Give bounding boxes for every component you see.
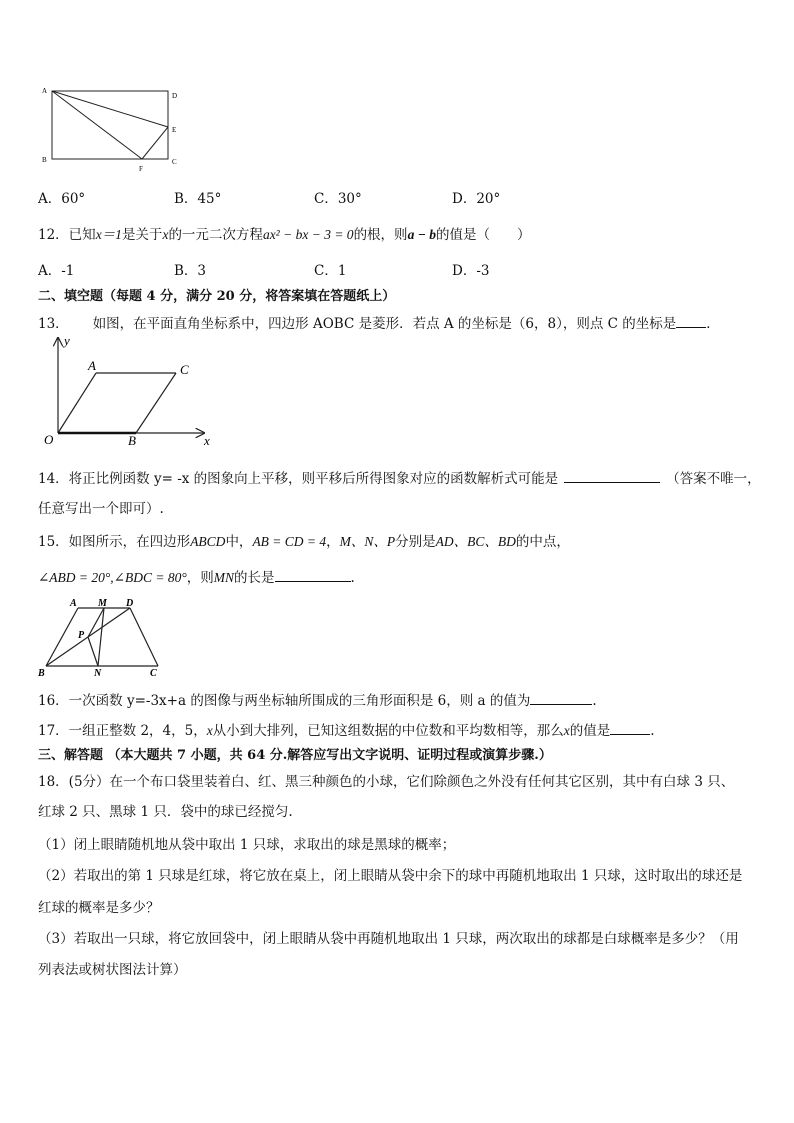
q15-l1-f: M、N、P (339, 534, 396, 549)
q13-end: ． (706, 316, 720, 332)
section-2-heading: 二、填空题（每题 4 分，满分 20 分，将答案填在答题纸上） (38, 289, 396, 304)
q17-end: . (650, 723, 655, 739)
q17-b: 从小到大排列，已知这组数据的中位数和平均数相等，那么 (212, 723, 564, 739)
fig13-label-C: C (180, 362, 189, 377)
q14-answer-blank (564, 470, 660, 483)
q12-expr: a − b (407, 227, 436, 242)
trapezoid-figure (36, 596, 166, 678)
question-16 (38, 689, 597, 709)
fig13-label-A: A (88, 358, 96, 373)
fig15-label-M: M (98, 598, 107, 609)
fig15-label-N: N (94, 668, 102, 678)
fig13-label-B: B (128, 433, 136, 448)
q11-option-c: C．30° (314, 191, 362, 207)
fig13-label-O: O (44, 432, 54, 447)
fig11-label-E: E (172, 126, 177, 134)
q11-option-b: B．45° (174, 191, 222, 207)
q15-l1-i: 的中点， (515, 534, 570, 550)
q12-cond: x＝1 (95, 227, 122, 242)
q17-var: x (206, 723, 213, 738)
question-12 (38, 223, 531, 243)
fig11-label-D: D (172, 92, 178, 100)
question-18-part-1: （1）闭上眼睛随机地从袋中取出 1 只球，求取出的球是黑球的概率； (38, 837, 456, 853)
q11-option-a: A．60° (38, 191, 86, 207)
fig15-label-A: A (70, 598, 77, 609)
q15-l2-end: . (350, 570, 355, 586)
q12-option-a: A．-1 (38, 263, 75, 279)
fig11-label-B: B (42, 156, 47, 164)
q13-text: 如图，在平面直角坐标系中，四边形 AOBC 是菱形．若点 A 的坐标是（6，8），则点 C 的坐标是 (92, 316, 677, 332)
q12-var: x (162, 227, 169, 242)
q12-mid1: 是关于 (121, 227, 163, 243)
fig15-label-C: C (150, 668, 157, 678)
q15-answer-blank (275, 569, 351, 582)
q15-l1-e: ， (326, 534, 340, 550)
q15-l1-h: AD、BC、BD (435, 534, 516, 549)
fig13-label-x: x (204, 433, 210, 448)
q17-answer-blank (610, 722, 650, 735)
question-14-line-2: 任意写出一个即可）. (38, 501, 164, 517)
question-18-line-1: 18．(5分）在一个布口袋里装着白、红、黑三种颜色的小球，它们除颜色之外没有任何其它区别，其中有白球 3 只、 (38, 774, 735, 790)
q13-answer-blank (676, 315, 706, 328)
question-14-line-1 (38, 467, 761, 487)
fig15-label-D: D (126, 598, 134, 609)
q15-l2-d: 的长是 (234, 570, 275, 586)
q12-option-d: D．-3 (452, 263, 490, 279)
q12-mid2: 的一元二次方程 (168, 227, 263, 243)
fig11-label-C: C (172, 158, 177, 166)
question-13 (38, 312, 720, 332)
q16-text: 16．一次函数 y=-3x+a 的图像与两坐标轴所围成的三角形面积是 6，则 a 的值为 (38, 693, 531, 709)
question-18-part-2-line-1: （2）若取出的第 1 只球是红球，将它放在桌上，闭上眼睛从袋中余下的球中再随机地取出 1 只球，这时取出的球还是 (38, 868, 743, 884)
q11-option-d: D．20° (452, 191, 501, 207)
q12-prefix: 12．已知 (38, 227, 96, 243)
q15-l1-d: AB = CD = 4 (252, 534, 327, 549)
question-15-line-2 (38, 566, 355, 586)
fig11-label-F: F (139, 165, 143, 173)
q15-l1-a: 15．如图所示，在四边形 (38, 534, 191, 550)
question-17 (38, 719, 655, 739)
section-3-heading: 三、解答题 （本大题共 7 小题，共 64 分.解答应写出文字说明、证明过程或演算步骤.） (38, 748, 552, 763)
question-18-part-3-line-1: （3）若取出一只球，将它放回袋中，闭上眼睛从袋中再随机地取出 1 只球，两次取出的球都是白球概率是多少？（用 (38, 931, 739, 947)
q14-line1-end: （答案不唯一， (666, 471, 761, 487)
rhombus-coordinate-figure (36, 332, 222, 450)
q14-line1: 14．将正比例函数 y= -x 的图象向上平移，则平移后所得图象对应的函数解析式可能是 (38, 471, 559, 487)
question-18-line-2: 红球 2 只、黑球 1 只．袋中的球已经搅匀. (38, 804, 293, 820)
q15-l2-c: MN (213, 570, 235, 585)
question-18-part-3-line-2: 列表法或树状图法计算） (38, 962, 187, 978)
q12-equation: ax² − bx − 3 = 0 (262, 227, 354, 242)
q12-mid3: 的根，则 (353, 227, 408, 243)
q16-answer-blank (530, 692, 592, 705)
q17-a: 17．一组正整数 2，4，5， (38, 723, 207, 739)
q16-end: . (592, 693, 597, 709)
q15-l2-a: ∠ABD = 20°,∠BDC = 80° (38, 570, 187, 585)
fig15-label-P: P (78, 630, 85, 641)
q12-option-c: C．1 (314, 263, 347, 279)
fig15-label-B: B (38, 668, 45, 678)
fig13-label-y: y (64, 333, 70, 348)
q15-l2-b: ，则 (186, 570, 214, 586)
q12-option-b: B．3 (174, 263, 207, 279)
q17-c: 的值是 (569, 723, 611, 739)
q15-l1-c: 中， (225, 534, 253, 550)
question-18-part-2-line-2: 红球的概率是多少？ (38, 900, 160, 916)
q15-l1-b: ABCD (190, 534, 226, 549)
q13-num: 13． (38, 316, 69, 332)
question-15-line-1 (38, 530, 570, 550)
q12-tail: 的值是（ ） (436, 227, 531, 243)
fig11-label-A: A (42, 87, 48, 95)
q17-var2: x (563, 723, 570, 738)
rectangle-figure (38, 82, 188, 174)
q15-l1-g: 分别是 (395, 534, 436, 550)
